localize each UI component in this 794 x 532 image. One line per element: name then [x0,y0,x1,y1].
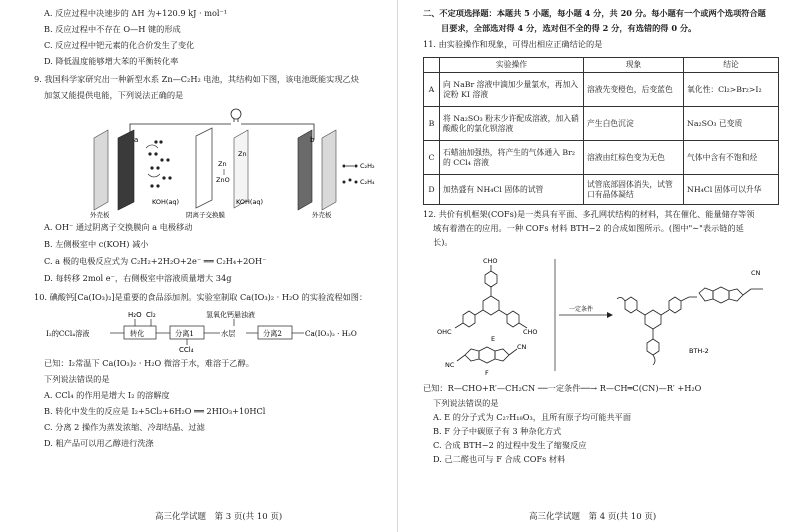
molecule-e [455,265,527,328]
f-cn-right: CN [517,343,527,352]
q12-stem: 12. 共价有机框架(COFs)是一类具有平面、多孔网状结构的材料，其在催化、能量储存等领 域有着潜在的应用。一种 COFs 材料 BTH−2 的合成如图所示。(图中"∼"表示链的延 长)。 [423,209,755,248]
flow-mid: 水层 [221,329,236,338]
page-footer-right: 高三化学试题 第 4 页(共 10 页) [529,512,657,523]
flow-byproduct: CCl₄ [179,346,194,354]
flow-step-sep2-label: 分离2 [263,329,282,338]
right-page [397,0,794,532]
electrode-a [118,130,134,210]
table-row: A 向 NaBr 溶液中滴加少量氯水，再加入淀粉 KI 溶液 溶液先变橙色，后变蓝色 氧化性：Cl₂>Br₂>I₂ [424,73,779,107]
q8-option-d: D. 降低温度能够增大苯的平衡转化率 [44,56,179,66]
q12-ask: 下列说法错误的是 [433,398,499,409]
flow-end: Ca(IO₃)₂ · H₂O [305,329,357,338]
q9-option-b: B. 左侧极室中 c(KOH) 减小 [44,239,149,249]
table-row: D 加热盛有 NH₄Cl 固体的试管 试管底部固体消失，试管口有晶体凝结 NH₄Cl 固体可以升华 [424,175,779,205]
flow-start: I₂的CCl₄溶液 [46,329,90,338]
q10-ask: 下列说法错误的是 [44,374,110,384]
q12-option-c: C. 合成 BTH−2 的过程中发生了缩聚反应 [433,440,587,451]
koh-right-label: KOH(aq) [236,198,264,206]
q10-option-a: A. CCl₄ 的作用是增大 I₂ 的溶解度 [44,390,170,400]
q9-options [34,222,383,290]
q10-option-b: B. 转化中发生的反应是 I₂+5Cl₂+6H₂O ══ 2HIO₃+10HCl [44,406,266,416]
q9-stem: 9. 我国科学家研究出一种新型水系 Zn—C₂H₂ 电池，其结构如下图，该电池既能实现乙炔 加氢又能提供电能，下列说法正确的是 [34,74,359,100]
q8-option-c: C. 反应过程中钯元素的化合价发生了变化 [44,40,195,50]
table-row: B 将 Na₂SO₃ 粉末少许配成溶液，加入硝酸酸化的氯化钡溶液 产生白色沉淀 Na₂SO₃ 已变质 [424,107,779,141]
legend-c2h4: C₂H₄ [360,178,375,186]
q10-flow-diagram [42,308,372,354]
zn-right-label: Zn [238,150,247,158]
q10-stem: 10. 碘酸钙[Ca(IO₃)₂]是重要的食品添加剂。实验室制取 Ca(IO₃)₂ · H₂O 的实验流程如图： [34,292,368,302]
e-cho-left: OHC [437,328,452,337]
q9-option-d: D. 每转移 2mol e⁻，右侧极室中溶液质量增大 34g [44,273,232,283]
q12-option-d: D. 己二醛也可与 F 合成 COFs 材料 [433,454,566,465]
flow-step-transform-label: 转化 [130,329,145,338]
q12-option-a: A. E 的分子式为 C₂₇H₁₈O₃，且所有原子均可能共平面 [433,412,632,423]
q8-option-a: A. 反应过程中决速步的 ΔH 为+120.9 kJ · mol⁻¹ [44,8,228,18]
flow-step-sep1-label: 分离1 [175,329,194,338]
membrane-label: 阴离子交换膜 [186,211,225,218]
shell-left-label: 外壳板 [90,211,110,218]
label-b: b [310,136,315,144]
zn-electrode [234,130,248,208]
reaction-condition: 一定条件 [569,306,594,314]
f-cn-left: NC [445,361,455,370]
table-row: C 石蜡油加强热，将产生的气体通入 Br₂ 的 CCl₄ 溶液 溶液由红棕色变为无色 气体中含有不饱和烃 [424,141,779,175]
page-footer-left: 高三化学试题 第 3 页(共 10 页) [155,512,283,523]
label-f: F [485,369,489,378]
koh-left-label: KOH(aq) [152,198,180,206]
shell-right-plate [322,130,336,210]
legend-c2h2: C₂H₂ [360,162,375,170]
lightbulb-icon [231,109,241,122]
q8-option-b: B. 反应过程中不存在 O—H 键的形成 [44,24,181,34]
table-header-row: 实验操作 现象 结论 [424,58,779,73]
e-cho-top: CHO [483,257,498,266]
flow-reagent-caoh2: 氢氧化钙悬浊液 [206,311,255,319]
section-heading: 二、不定项选择题：本题共 5 小题，每小题 4 分，共 20 分。每小题有一个或两个选项符合题 目要求，全部选对得 4 分，选对但不全的得 2 分，有选错的得 0 分。 [423,8,766,33]
flow-reagent-h2o: H₂O [128,311,142,319]
product-cn: CN [751,269,761,278]
q12-option-b: B. F 分子中碳原子有 3 种杂化方式 [433,426,562,437]
shell-left-plate [94,130,108,210]
flow-reagent-cl2: Cl₂ [146,311,156,319]
q10-option-d: D. 粗产品可以用乙醇进行洗涤 [44,438,154,448]
label-a: a [134,136,139,144]
product-label: BTH-2 [689,347,709,356]
q11-stem: 11. 由实验操作和现象，可得出相应正确结论的是 [423,39,603,49]
q10-known: 已知：I₂常温下 Ca(IO₃)₂ · H₂O 微溶于水，难溶于乙醇。 [44,358,254,368]
battery-diagram [86,108,386,218]
zno-label: ZnO [216,176,230,184]
cof-synthesis-diagram [423,253,779,381]
anion-exchange-membrane [196,128,212,208]
q8-options [34,8,383,72]
q9-option-a: A. OH⁻ 通过阴离子交换膜向 a 电极移动 [44,222,193,232]
molecule-f [457,347,517,363]
shell-right-label: 外壳板 [312,211,332,218]
q11-table [423,57,779,205]
q10-option-c: C. 分离 2 操作为蒸发浓缩、冷却结晶、过滤 [44,422,205,432]
e-cho-right: CHO [523,328,538,337]
q9-option-c: C. a 极的电极反应式为 C₂H₂+2H₂O+2e⁻ ══ C₂H₄+2OH⁻ [44,256,267,266]
q12-known: 已知：R—CHO+R′—CH₂CN ──一定条件──→ R—CH═C(CN)—R′ +H₂O [423,383,702,394]
label-e: E [491,335,496,344]
zn-label: Zn [218,160,227,168]
legend [343,162,376,186]
